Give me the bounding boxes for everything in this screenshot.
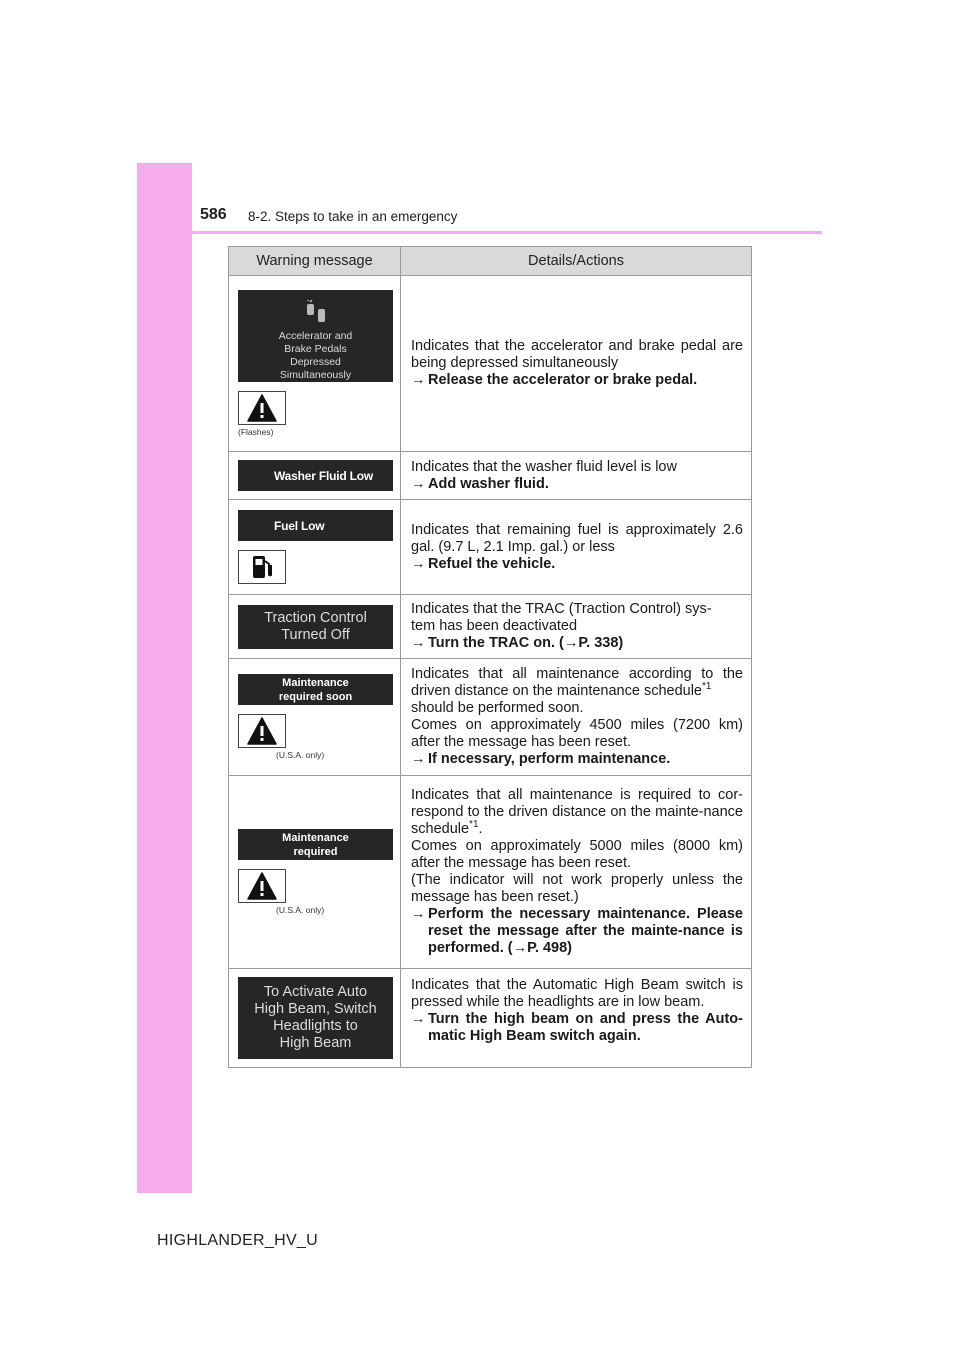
arrow-icon: → [411, 751, 426, 767]
warning-light-box [238, 714, 286, 748]
section-title: 8-2. Steps to take in an emergency [248, 209, 458, 224]
arrow-icon: → [411, 906, 426, 922]
action-text [428, 906, 743, 957]
message-display: Fuel Low [238, 510, 393, 541]
details-text: Indicates that remaining fuel is approximately 2.6 gal. (9.7 L, 2.1 Imp. gal.) or less [411, 521, 743, 555]
warning-message-cell [229, 776, 401, 968]
table-row [229, 452, 751, 500]
warning-message-table [228, 246, 752, 1068]
warning-triangle-icon [247, 717, 277, 745]
fuel-pump-icon [250, 553, 274, 581]
column-header-warning-message: Warning message [229, 247, 401, 275]
fuel-light-box [238, 550, 286, 584]
details-text [411, 601, 743, 635]
display-line: Depressed [290, 356, 341, 368]
arrow-icon: → [411, 635, 426, 651]
arrow-icon: → [512, 940, 528, 956]
page-reference[interactable]: P. 498) [527, 940, 572, 956]
arrow-icon: → [411, 555, 426, 572]
footnote-marker: *1 [469, 819, 479, 831]
warning-message-cell [229, 500, 401, 594]
warning-message-cell [229, 595, 401, 658]
message-display: Washer Fluid Low [238, 460, 393, 491]
details-line: tem has been deactivated [411, 618, 578, 634]
display-line: Brake Pedals [284, 343, 347, 355]
details-text: Indicates that the Automatic High Beam switch is pressed while the headlights are in low beam. [411, 977, 743, 1010]
warning-triangle-icon [247, 872, 277, 900]
message-display [238, 829, 393, 860]
chapter-side-tab [137, 163, 192, 1193]
table-row [229, 659, 751, 776]
display-line: Simultaneously [279, 369, 352, 381]
details-text [411, 787, 743, 838]
details-cell [401, 500, 751, 594]
display-line: Traction Control [264, 609, 367, 626]
caption: (U.S.A. only) [276, 905, 325, 915]
page-reference[interactable]: P. 338) [578, 635, 624, 651]
header-rule [192, 231, 822, 234]
action-line [411, 372, 743, 389]
display-line: Turned Off [281, 626, 350, 643]
warning-message-cell [229, 659, 401, 775]
details-text-d: (The indicator will not work properly unless the message has been reset.) [411, 872, 743, 905]
pedals-icon [304, 300, 328, 326]
display-line: Headlights to [273, 1018, 358, 1034]
action-line [411, 476, 743, 493]
action-text [428, 635, 743, 652]
action-line [411, 556, 743, 573]
message-display [238, 977, 393, 1059]
arrow-icon: → [411, 372, 426, 388]
display-line: required soon [278, 690, 353, 703]
display-line: High Beam, Switch [254, 1001, 377, 1017]
message-display [238, 605, 393, 649]
details-cell [401, 452, 751, 499]
details-text-a: Indicates that all maintenance is required to cor-respond to the driven distance on the mainte-nance schedule [411, 787, 743, 837]
table-row [229, 276, 751, 452]
action-text: Turn the high beam on and press the Auto-matic High Beam switch again. [428, 1011, 743, 1044]
details-cell [401, 776, 751, 968]
details-text: Indicates that the washer fluid level is low [411, 458, 677, 475]
details-cell [401, 595, 751, 658]
action-line [411, 906, 743, 957]
display-line: To Activate Auto [263, 984, 368, 1000]
table-row [229, 500, 751, 595]
details-text-a-end: . [478, 821, 483, 837]
details-cell [401, 969, 751, 1067]
warning-triangle-icon [247, 394, 277, 422]
page-number: 586 [200, 206, 227, 223]
table-row [229, 969, 751, 1068]
arrow-icon: → [563, 635, 579, 651]
details-text-a: Indicates that all maintenance according to the driven distance on the maintenance schedule [411, 666, 743, 699]
details-text-c: Comes on approximately 5000 miles (8000 km) after the message has been reset. [411, 838, 743, 871]
table-row [229, 595, 751, 659]
warning-light-box [238, 391, 286, 425]
caption: (U.S.A. only) [276, 750, 325, 760]
action-text: Release the accelerator or brake pedal. [428, 372, 698, 388]
details-text-b: should be performed soon. [411, 700, 584, 716]
display-line: required [293, 845, 338, 858]
arrow-icon: → [411, 475, 426, 492]
message-display [238, 674, 393, 705]
action-line [411, 751, 743, 768]
table-row [229, 776, 751, 969]
display-line: Maintenance [282, 831, 349, 844]
action-text: If necessary, perform maintenance. [428, 751, 671, 767]
details-text [411, 666, 743, 700]
column-header-details-actions: Details/Actions [528, 253, 624, 269]
action-text: Refuel the vehicle. [428, 555, 556, 572]
table-header-row [229, 247, 751, 276]
arrow-icon: → [411, 1011, 426, 1027]
action-main: Perform the necessary maintenance. Please reset the message after the mainte-nance is performed. ( [428, 906, 743, 956]
warning-message-cell [229, 276, 401, 451]
caption: (Flashes) [238, 427, 274, 437]
footnote-marker: *1 [702, 681, 712, 693]
display-line: Accelerator and [278, 330, 353, 342]
details-text: Indicates that the accelerator and brake pedal are being depressed simultaneously [411, 338, 743, 371]
details-cell [401, 659, 751, 775]
action-line [411, 635, 743, 652]
warning-light-box [238, 869, 286, 903]
action-text: Add washer fluid. [428, 475, 549, 492]
warning-message-cell [229, 969, 401, 1067]
warning-message-cell [229, 452, 401, 499]
details-line: Indicates that the TRAC (Traction Control) sys- [411, 601, 712, 617]
message-display [238, 290, 393, 382]
details-text-c: Comes on approximately 4500 miles (7200 km) after the message has been reset. [411, 717, 743, 750]
display-line: High Beam [279, 1035, 352, 1051]
display-line: Maintenance [282, 676, 349, 689]
details-cell [401, 276, 751, 451]
action-line [411, 1011, 743, 1045]
action-main: Turn the TRAC on. ( [428, 635, 564, 651]
footer-model-code: HIGHLANDER_HV_U [157, 1232, 318, 1249]
